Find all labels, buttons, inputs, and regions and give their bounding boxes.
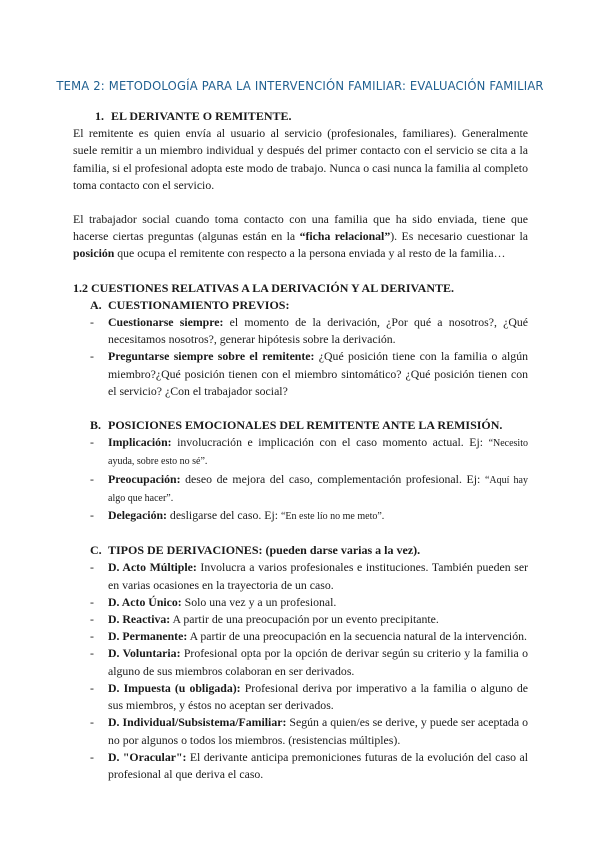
subsection-b-letter: B. <box>90 418 102 433</box>
paragraph-2-text-e: que ocupa el remitente con respecto a la persona enviada y al resto de la familia… <box>114 246 506 261</box>
ficha-relacional-term: “ficha relacional” <box>299 229 391 244</box>
list-item <box>90 594 528 611</box>
subsection-c-list <box>73 559 528 783</box>
section-1-2-heading: 1.2 CUESTIONES RELATIVAS A LA DERIVACIÓN Y AL DERIVANTE. <box>73 280 455 295</box>
list-item-term: D. Acto Múltiple: <box>108 560 197 575</box>
list-item-term: D. Individual/Subsistema/Familiar: <box>108 715 287 730</box>
list-item-term: Preocupación: <box>108 471 181 486</box>
list-item-text: ¿Qué posición tiene con la familia o algún miembro?¿Qué posición tienen con el miembro sintomático? ¿Qué posición tienen con el servicio? ¿Con el trabajador social? <box>108 349 528 398</box>
list-item-example: “Necesito ayuda, sobre esto no sé”. <box>108 438 528 468</box>
list-item-term: Preguntarse siempre sobre el remitente: <box>108 349 315 364</box>
list-item <box>90 559 528 593</box>
list-item-term: D. "Oracular": <box>108 749 187 764</box>
list-item-example: “En este lío no me meto”. <box>280 511 385 523</box>
list-item-text: Profesional deriva por imperativo a la familia o alguno de sus miembros, y éstos no aceptan ser derivados. <box>108 680 528 713</box>
list-item <box>90 471 528 507</box>
list-item <box>90 348 528 400</box>
list-item-term: Implicación: <box>108 435 172 450</box>
subsection-b-list <box>73 434 528 525</box>
subsection-a-heading <box>90 297 528 314</box>
list-item-text: el momento de la derivación, ¿Por qué a nosotros?, ¿Qué necesitamos nosotros?, generar hipótesis sobre la derivación. <box>108 315 528 347</box>
list-item <box>90 611 528 628</box>
list-item-term: Cuestionarse siempre: <box>108 315 224 330</box>
subsection-c-letter: C. <box>90 543 102 558</box>
subsection-c-title: TIPOS DE DERIVACIONES: (pueden darse varias a la vez). <box>108 543 421 558</box>
subsection-b-heading <box>90 417 528 434</box>
list-item-term: D. Reactiva: <box>108 612 171 627</box>
paragraph-2-text-a: El trabajador social cuando toma contacto con una familia que ha sido enviada, tiene que hacerse ciertas preguntas (algunas están en la <box>73 212 528 244</box>
subsection-b-title: POSICIONES EMOCIONALES DEL REMITENTE ANTE LA REMISIÓN. <box>108 418 503 433</box>
list-item-term: D. Voluntaria: <box>108 646 181 661</box>
list-item-text: deseo de mejora del caso, complementación profesional. Ej: <box>180 471 485 486</box>
list-item <box>90 714 528 748</box>
list-item <box>90 434 528 470</box>
posicion-term: posición <box>73 246 115 261</box>
list-item <box>90 645 528 679</box>
list-item <box>90 680 528 714</box>
subsection-a-title: CUESTIONAMIENTO PREVIOS: <box>108 297 290 312</box>
list-item-text: Solo una vez y a un profesional. <box>181 594 337 609</box>
list-item <box>90 507 528 525</box>
list-item-term: Delegación: <box>108 508 167 523</box>
list-item <box>90 628 528 645</box>
list-item-text: A partir de una preocupación por un evento precipitante. <box>170 612 439 627</box>
subsection-a-letter: A. <box>90 297 102 312</box>
list-item-text: A partir de una preocupación en la secuencia natural de la intervención. <box>187 629 527 644</box>
list-item-text: Según a quien/es se derive, y puede ser aceptada o no por algunos o todos los miembros. (resistencias múltiples). <box>108 715 529 747</box>
section-1-paragraph-2 <box>73 211 528 263</box>
paragraph-2-text-c: ). Es necesario cuestionar la <box>390 229 528 244</box>
list-item-term: D. Acto Único: <box>108 594 182 609</box>
list-item-text: El derivante anticipa premoniciones futuras de la evolución del caso al profesional al que deriva el caso. <box>108 749 528 781</box>
list-item <box>90 314 528 348</box>
section-1-title: EL DERIVANTE O REMITENTE. <box>111 109 292 123</box>
section-1-paragraph-1: El remitente es quien envía al usuario al servicio (profesionales, familiares). Generalmente suele remitir a un miembro individual y después del primer contacto con el servicio se cita a la familia, si el profesional adopta este modo de trabajo. Nunca o casi nunca la familia al completo toma contacto con el servicio. <box>73 126 528 192</box>
section-1-number: 1. <box>95 109 104 123</box>
subsection-c-heading <box>90 542 528 559</box>
list-item <box>90 749 528 783</box>
list-item-text: desligarse del caso. Ej: <box>166 508 281 523</box>
section-1-heading <box>95 108 528 125</box>
subsection-a-list <box>73 314 528 400</box>
list-item-text: involucración e implicación con el caso momento actual. Ej: <box>171 435 489 450</box>
list-item-text: Involucra a varios profesionales e instituciones. También pueden ser en varias ocasiones en la trayectoria de un caso. <box>108 560 528 592</box>
list-item-term: D. Permanente: <box>108 629 188 644</box>
page-title: TEMA 2: METODOLOGÍA PARA LA INTERVENCIÓN FAMILIAR: EVALUACIÓN FAMILIAR <box>56 78 544 93</box>
list-item-term: D. Impuesta (u obligada): <box>108 680 241 695</box>
document-body <box>73 108 528 783</box>
list-item-example: “Aquí hay algo que hacer”. <box>108 474 528 504</box>
list-item-text: Profesional opta por la opción de derivar según su criterio y la familia o alguno de sus miembros colaboran en ser derivados. <box>108 646 528 678</box>
